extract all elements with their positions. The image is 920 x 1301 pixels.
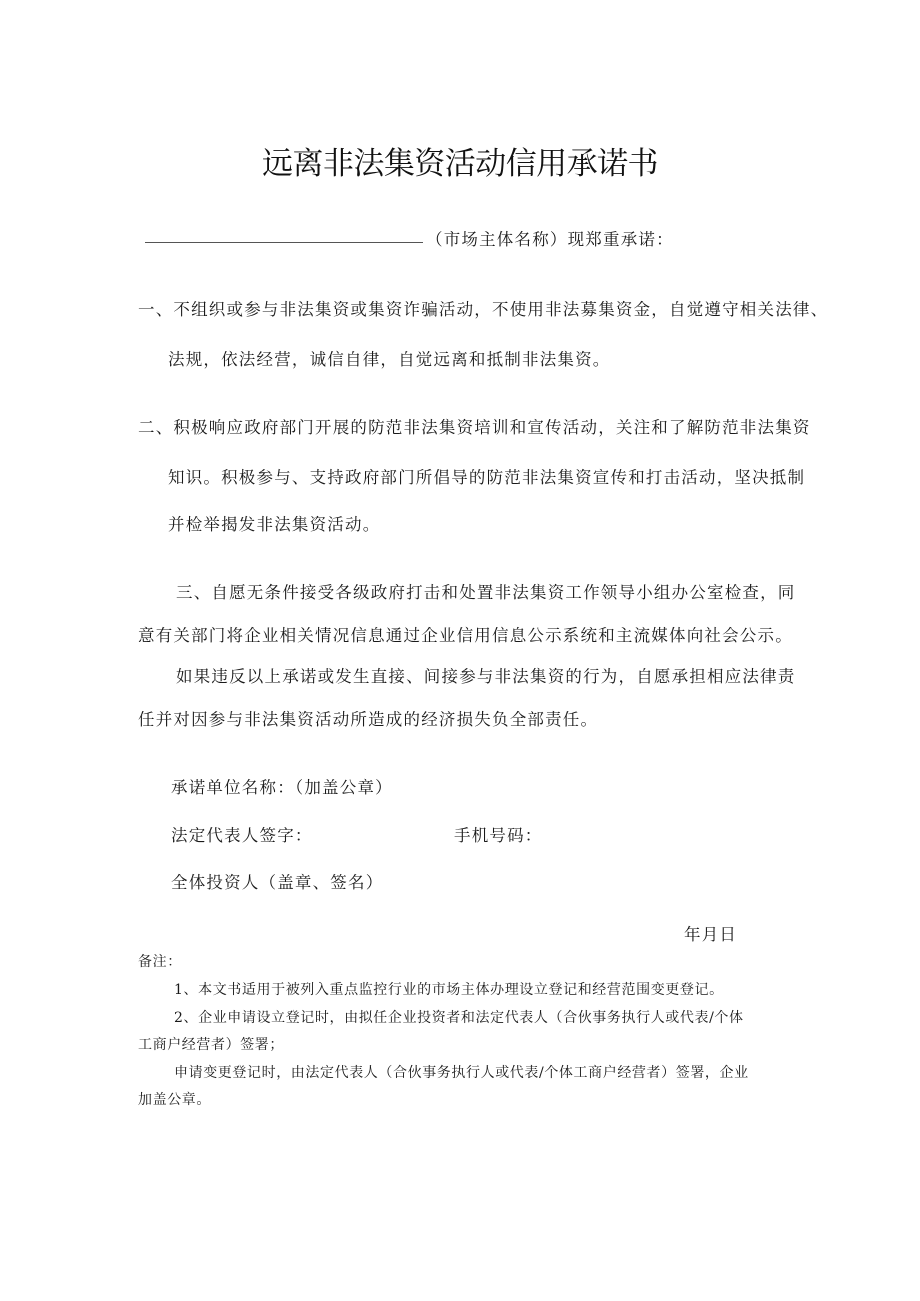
note-2-line-2: 工商户经营者）签署； [138, 1037, 284, 1053]
clause-1-line-1: 一、不组织或参与非法集资或集资诈骗活动，不使用非法募集资金，自觉遵守相关法律、 [138, 300, 829, 319]
date-label: 年月日 [684, 925, 738, 944]
entity-name-blank [145, 242, 423, 243]
clause-3-line-1: 三、自愿无条件接受各级政府打击和处置非法集资工作领导小组办公室检查，同 [176, 583, 796, 602]
investors-label: 全体投资人（盖章、签名） [171, 873, 384, 892]
clause-2-line-3: 并检举揭发非法集资活动。 [168, 515, 381, 534]
document-title: 远离非法集资活动信用承诺书 [262, 146, 658, 182]
note-3-line-1: 申请变更登记时，由法定代表人（合伙事务执行人或代表/个体工商户经营者）签署，企业 [174, 1065, 749, 1081]
legal-rep-signature-label: 法定代表人签字： [171, 826, 313, 845]
phone-number-label: 手机号码： [454, 826, 543, 845]
notes-label: 备注： [138, 954, 182, 970]
clause-2-line-1: 二、积极响应政府部门开展的防范非法集资培训和宣传活动，关注和了解防范非法集资 [138, 418, 811, 437]
violation-line-2: 任并对因参与非法集资活动所造成的经济损失负全部责任。 [138, 710, 599, 729]
clause-3-line-2: 意有关部门将企业相关情况信息通过企业信用信息公示系统和主流媒体向社会公示。 [138, 626, 793, 645]
intro-text: （市场主体名称）现郑重承诺： [426, 230, 674, 249]
clause-1-line-2: 法规，依法经营，诚信自律，自觉远离和抵制非法集资。 [168, 350, 611, 369]
note-2-line-1: 2、企业申请设立登记时，由拟任企业投资者和法定代表人（合伙事务执行人或代表/个体 [174, 1010, 744, 1026]
unit-name-label: 承诺单位名称：（加盖公章） [171, 778, 393, 797]
violation-line-1: 如果违反以上承诺或发生直接、间接参与非法集资的行为，自愿承担相应法律责 [176, 667, 796, 686]
note-1: 1、本文书适用于被列入重点监控行业的市场主体办理设立登记和经营范围变更登记。 [174, 982, 724, 998]
note-3-line-2: 加盖公章。 [138, 1092, 211, 1108]
clause-2-line-2: 知识。积极参与、支持政府部门所倡导的防范非法集资宣传和打击活动，坚决抵制 [168, 468, 806, 487]
